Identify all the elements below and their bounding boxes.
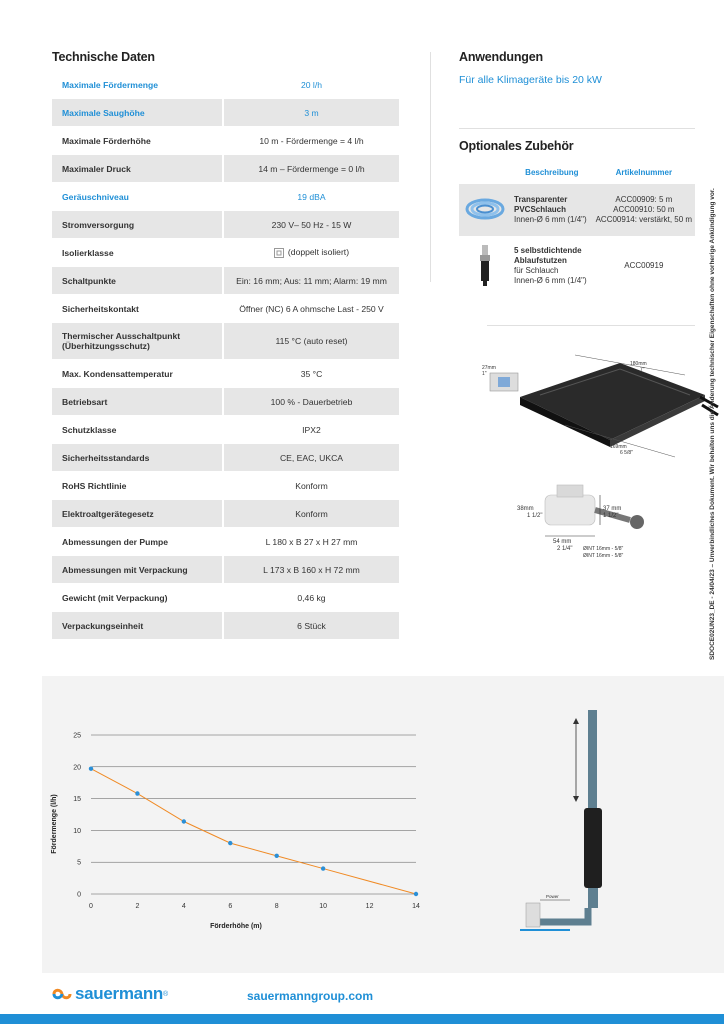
accessory-art-line: ACC00910: 50 m [613,205,675,214]
y-tick-label: 15 [73,796,81,804]
spec-value: L 173 x B 160 x H 72 mm [222,556,399,583]
spec-row [52,612,399,639]
hose-coil-icon [459,184,511,236]
dim-label: 6 5/8" [620,450,633,456]
spec-value: Konform [222,472,399,499]
x-tick-label: 2 [135,903,140,910]
sauermann-logo[interactable] [52,984,168,1004]
spec-row [52,444,399,471]
footer-url-link[interactable]: sauermanngroup.com [247,989,374,1003]
spec-value: Öffner (NC) 6 A ohmsche Last - 250 V [222,295,399,322]
data-point [321,866,325,870]
spec-row [52,71,399,98]
spec-key: Abmessungen der Pumpe [52,528,222,555]
spec-row [52,127,399,154]
spec-key: Maximale Saughöhe [52,99,222,126]
spec-row [52,472,399,499]
footer-bar [0,1014,724,1024]
spec-key: Sicherheitskontakt [52,295,222,322]
spec-row [52,323,399,359]
accessory-table [459,160,695,296]
spec-value: 6 Stück [222,612,399,639]
data-point [275,854,279,858]
spec-row [52,416,399,443]
anwendungen-title: Anwendungen [459,50,543,64]
accessory-art [593,236,695,296]
accessory-desc [511,236,593,296]
spec-key: Sicherheitsstandards [52,444,222,471]
x-axis-label: Förderhöhe (m) [210,923,262,930]
spec-value: 35 °C [222,360,399,387]
spec-value: Ein: 16 mm; Aus: 11 mm; Alarm: 19 mm [222,267,399,294]
spec-value-text: (doppelt isoliert) [287,247,350,258]
data-point [135,791,139,795]
dim-label: 1" [482,371,487,377]
spec-row [52,295,399,322]
series-line [91,769,416,894]
spec-key: Maximaler Druck [52,155,222,182]
x-tick-label: 10 [319,903,328,910]
dim-label: 54 mm [553,539,572,545]
column-divider [430,52,431,282]
spec-value: CE, EAC, UKCA [222,444,399,471]
accessory-desc-line: 5 selbstdichtende [514,246,582,255]
y-axis-label: Fördermenge (l/h) [51,794,58,854]
dim-label: 37 mm [603,506,622,512]
dim-label: 7" [640,367,645,373]
accessory-row [459,236,695,296]
spec-value: 0,46 kg [222,584,399,611]
spec-key: Isolierklasse [52,239,222,266]
spec-key: Abmessungen mit Verpackung [52,556,222,583]
dim-label: ØINT 16mm - 5/8" [583,546,624,552]
spec-key: RoHS Richtlinie [52,472,222,499]
installation-illustration [510,700,620,935]
accessory-desc-line: Innen-Ø 6 mm (1/4") [514,276,587,285]
spec-key: Elektroaltgerätegesetz [52,500,222,527]
dim-label: 38mm [517,506,534,512]
spec-row [52,360,399,387]
data-point [414,892,418,896]
data-point [89,767,93,771]
y-tick-label: 25 [73,732,81,740]
spec-key: Thermischer Ausschaltpunkt (Überhitzungsschutz) [52,323,222,359]
accessory-art-line: ACC00914: verstärkt, 50 m [595,215,693,224]
accessory-col-desc: Beschreibung [525,167,579,177]
y-tick-label: 10 [73,827,81,835]
dim-label: ØINT 16mm - 5/8" [583,553,624,559]
x-tick-label: 6 [228,903,233,910]
accessory-art-line: ACC00909: 5 m [615,195,673,204]
spec-row [52,211,399,238]
dim-label: 169mm [610,444,627,450]
x-tick-label: 14 [412,903,420,910]
x-tick-label: 8 [274,903,279,910]
spec-row [52,239,399,266]
reservoir-dimension-drawing [505,480,645,565]
accessory-desc-line: PVCSchlauch [514,205,567,214]
dim-label: 1 1/2" [527,513,543,519]
spec-row [52,99,399,126]
spec-row [52,155,399,182]
logo-reg: ® [163,990,169,998]
zubehoer-title: Optionales Zubehör [459,139,574,153]
spec-key: Max. Kondensattemperatur [52,360,222,387]
logo-mark-icon [52,987,72,1001]
dim-label: 27mm [482,365,496,371]
data-point [228,841,232,845]
double-insulation-icon [274,248,284,258]
accessory-desc-line: Innen-Ø 6 mm (1/4") [514,215,587,224]
logo-text: sauermann [75,984,164,1003]
spec-value: 115 °C (auto reset) [222,323,399,359]
accessory-art-line: ACC00919 [624,261,664,270]
spec-row [52,183,399,210]
spec-title: Technische Daten [52,50,155,64]
accessory-col-image [459,160,511,184]
power-label: Power [546,894,559,899]
spec-value: L 180 x B 27 x H 27 mm [222,528,399,555]
spec-key: Verpackungseinheit [52,612,222,639]
spec-row [52,388,399,415]
spec-value: 14 m – Fördermenge = 0 l/h [222,155,399,182]
spec-value: 100 % - Dauerbetrieb [222,388,399,415]
flow-chart [42,676,442,946]
anwendungen-text: Für alle Klimageräte bis 20 kW [459,74,602,86]
accessory-desc [511,184,593,236]
spec-key: Schutzklasse [52,416,222,443]
accessory-art [593,184,695,236]
data-point [182,819,186,823]
spec-key: Geräuschniveau [52,183,222,210]
spec-row [52,528,399,555]
spec-row [52,500,399,527]
accessory-col-art: Artikelnummer [615,167,673,177]
spec-key: Schaltpunkte [52,267,222,294]
x-tick-label: 0 [89,903,93,910]
spec-key: Maximale Förderhöhe [52,127,222,154]
spec-key: Stromversorgung [52,211,222,238]
spec-row [52,584,399,611]
x-tick-label: 4 [181,903,186,910]
spec-key: Maximale Fördermenge [52,71,222,98]
spec-value: 3 m [222,99,399,126]
y-tick-label: 5 [77,859,81,867]
spec-key: Betriebsart [52,388,222,415]
separator-line [459,128,695,129]
spec-value: 10 m - Fördermenge = 4 l/h [222,127,399,154]
accessory-desc-line: Ablaufstutzen [514,256,567,265]
spec-value: 230 V– 50 Hz - 15 W [222,211,399,238]
y-tick-label: 20 [73,764,81,772]
dim-label: 2 1/4" [557,546,573,552]
spec-row [52,556,399,583]
x-tick-label: 12 [365,903,374,910]
spec-table [52,70,399,640]
accessory-row [459,184,695,236]
spec-key: Gewicht (mit Verpackung) [52,584,222,611]
pump-dimension-drawing [480,345,720,465]
side-note-text: SDOCE02UN23_DE - 24/04/23 – Unverbindliches Dokument. Wir behalten uns die Änderung technischer Eigenschaften ohne vorherige Ankündigung vor. [709,188,716,660]
accessory-desc-line: für Schlauch [514,266,559,275]
drain-spigot-icon [459,236,511,296]
y-tick-label: 0 [77,891,81,899]
dim-label: 1 1/2" [603,513,619,519]
spec-value: IPX2 [222,416,399,443]
spec-value: Konform [222,500,399,527]
spec-row [52,267,399,294]
accessory-desc-line: Transparenter [514,195,568,204]
spec-value: 19 dBA [222,183,399,210]
spec-value: 20 l/h [222,71,399,98]
spec-value [222,239,399,266]
separator-line [487,325,695,326]
dim-label: 180mm [630,361,647,367]
